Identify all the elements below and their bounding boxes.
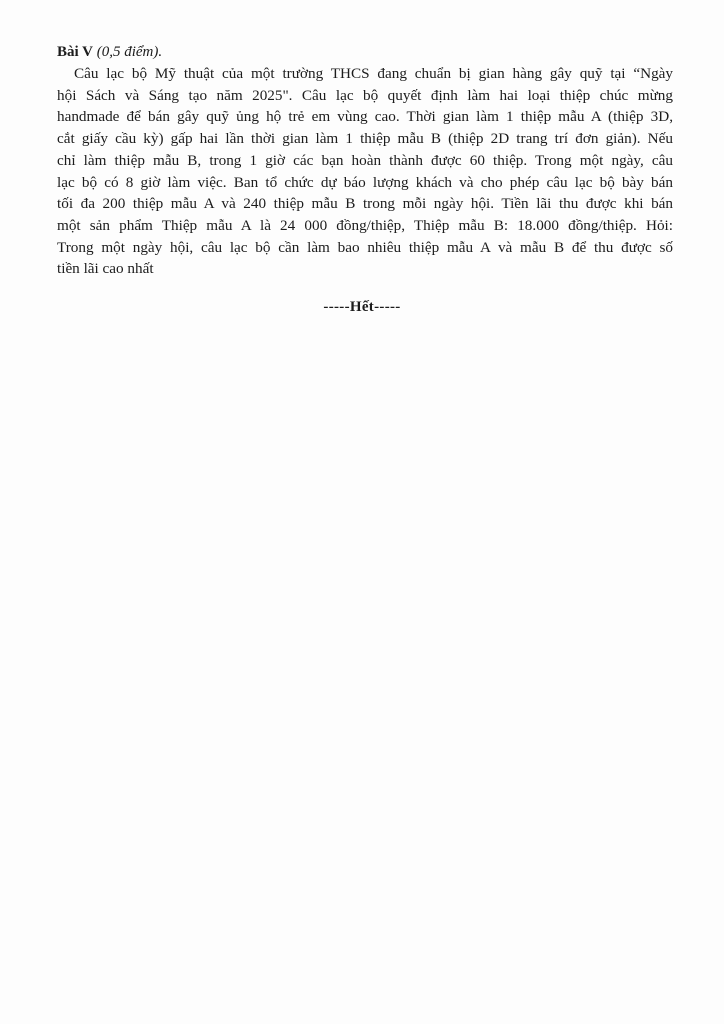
problem-heading xyxy=(57,42,677,63)
problem-points: (0,5 điểm). xyxy=(96,44,163,60)
problem-text-line: handmade để bán gây quỹ ủng hộ trẻ em vùng cao. Thời gian làm 1 thiệp mẫu A (thiệp 3D, xyxy=(57,108,673,126)
end-of-document-marker: -----Hết----- xyxy=(323,299,401,315)
problem-text-line: Trong một ngày hội, câu lạc bộ cần làm bao nhiêu thiệp mẫu A và mẫu B để thu được số xyxy=(57,238,673,256)
problem-text-line: tiền lãi cao nhất xyxy=(57,260,154,278)
problem-text-line: cắt giấy cầu kỳ) gấp hai lần thời gian làm 1 thiệp mẫu B (thiệp 2D trang trí đơn giản). Nếu xyxy=(57,130,673,148)
problem-label: Bài V xyxy=(57,44,93,60)
problem-text-line: chỉ làm thiệp mẫu B, trong 1 giờ các bạn hoàn thành được 60 thiệp. Trong một ngày, câu xyxy=(57,151,673,169)
problem-text-line: Câu lạc bộ Mỹ thuật của một trường THCS đang chuẩn bị gian hàng gây quỹ tại “Ngày xyxy=(74,65,673,82)
problem-section xyxy=(57,42,677,280)
problem-text-line: một sản phẩm Thiệp mẫu A là 24 000 đồng/thiệp, Thiệp mẫu B: 18.000 đồng/thiệp. Hỏi: xyxy=(57,216,673,234)
problem-text-line: hội Sách và Sáng tạo năm 2025". Câu lạc bộ quyết định làm hai loại thiệp chúc mừng xyxy=(57,86,673,104)
problem-text-line: tối đa 200 thiệp mẫu A và 240 thiệp mẫu B trong mỗi ngày hội. Tiền lãi thu được khi bán xyxy=(57,195,673,213)
problem-text-line: lạc bộ có 8 giờ làm việc. Ban tổ chức dự báo lượng khách và cho phép câu lạc bộ bày bán xyxy=(57,173,673,191)
